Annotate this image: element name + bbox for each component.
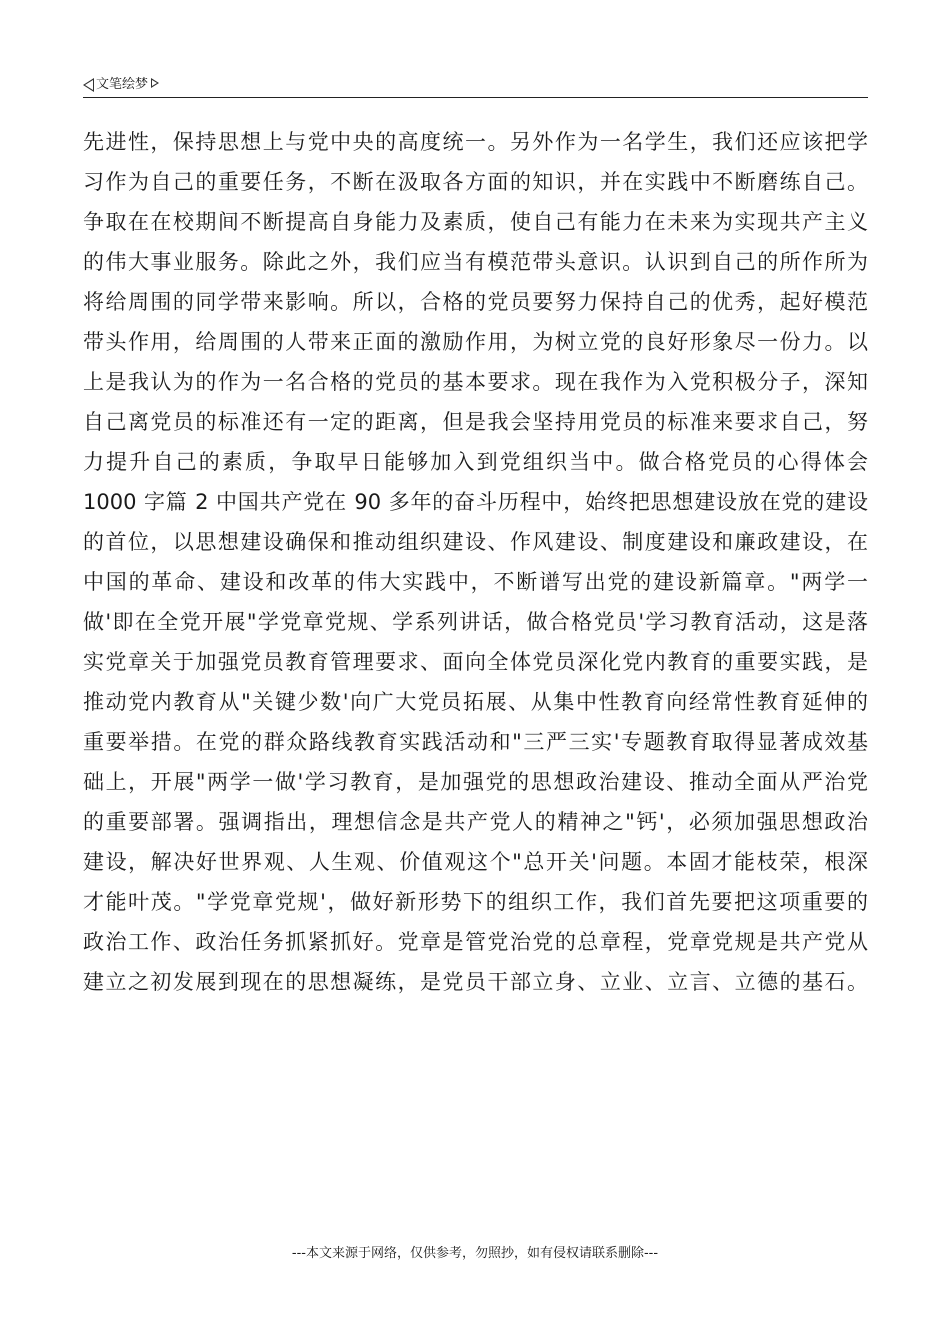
text-line: 础上，开展"两学一做'学习教育，是加强党的思想政治建设、推动全面从严治党 — [83, 770, 868, 794]
triangle-right-icon — [151, 78, 159, 88]
page-header — [83, 72, 868, 98]
text-line: 的首位，以思想建设确保和推动组织建设、作风建设、制度建设和廉政建设，在 — [83, 530, 868, 554]
text-line: 重要举措。在党的群众路线教育实践活动和"三严三实'专题教育取得显著成效基 — [83, 730, 868, 754]
page-footer: ---本文来源于网络，仅供参考，勿照抄，如有侵权请联系删除--- — [291, 1246, 659, 1261]
header-title-text: 文笔绘梦 — [96, 77, 149, 92]
text-line: 的伟大事业服务。除此之外，我们应当有模范带头意识。认识到自己的所作所为 — [83, 250, 868, 274]
text-line: 建立之初发展到现在的思想凝练，是党员干部立身、立业、立言、立德的基石。 — [83, 970, 868, 994]
text-line: 习作为自己的重要任务，不断在汲取各方面的知识，并在实践中不断磨练自己。 — [83, 170, 868, 194]
header-brand — [83, 77, 159, 93]
text-line: 政治工作、政治任务抓紧抓好。党章是管党治党的总章程，党章党规是共产党从 — [83, 930, 868, 954]
text-line: 的重要部署。强调指出，理想信念是共产党人的精神之"钙'，必须加强思想政治 — [83, 810, 868, 834]
text-line: 推动党内教育从"关键少数'向广大党员拓展、从集中性教育向经常性教育延伸的 — [83, 690, 868, 714]
text-line: 带头作用，给周围的人带来正面的激励作用，为树立党的良好形象尽一份力。以 — [83, 330, 868, 354]
document-body — [83, 122, 868, 1002]
text-line: 才能叶茂。"学党章党规'，做好新形势下的组织工作，我们首先要把这项重要的 — [83, 890, 868, 914]
text-line: 将给周围的同学带来影响。所以，合格的党员要努力保持自己的优秀，起好模范 — [83, 290, 868, 314]
text-line: 争取在在校期间不断提高自身能力及素质，使自己有能力在未来为实现共产主义 — [83, 210, 868, 234]
text-line: 1000 字篇 2 中国共产党在 90 多年的奋斗历程中，始终把思想建设放在党的建设 — [83, 490, 868, 514]
text-line: 上是我认为的作为一名合格的党员的基本要求。现在我作为入党积极分子，深知 — [83, 370, 868, 394]
text-line: 力提升自己的素质，争取早日能够加入到党组织当中。做合格党员的心得体会 — [83, 450, 868, 474]
text-line: 中国的革命、建设和改革的伟大实践中，不断谱写出党的建设新篇章。"两学一 — [83, 570, 868, 594]
text-line: 自己离党员的标准还有一定的距离，但是我会坚持用党员的标准来要求自己，努 — [83, 410, 868, 434]
text-line: 做'即在全党开展"学党章党规、学系列讲话，做合格党员'学习教育活动，这是落 — [83, 610, 868, 634]
text-line: 先进性，保持思想上与党中央的高度统一。另外作为一名学生，我们还应该把学 — [83, 130, 868, 154]
text-line: 建设，解决好世界观、人生观、价值观这个"总开关'问题。本固才能枝荣，根深 — [83, 850, 868, 874]
text-line: 实党章关于加强党员教育管理要求、面向全体党员深化党内教育的重要实践，是 — [83, 650, 868, 674]
triangle-left-icon — [83, 78, 94, 92]
